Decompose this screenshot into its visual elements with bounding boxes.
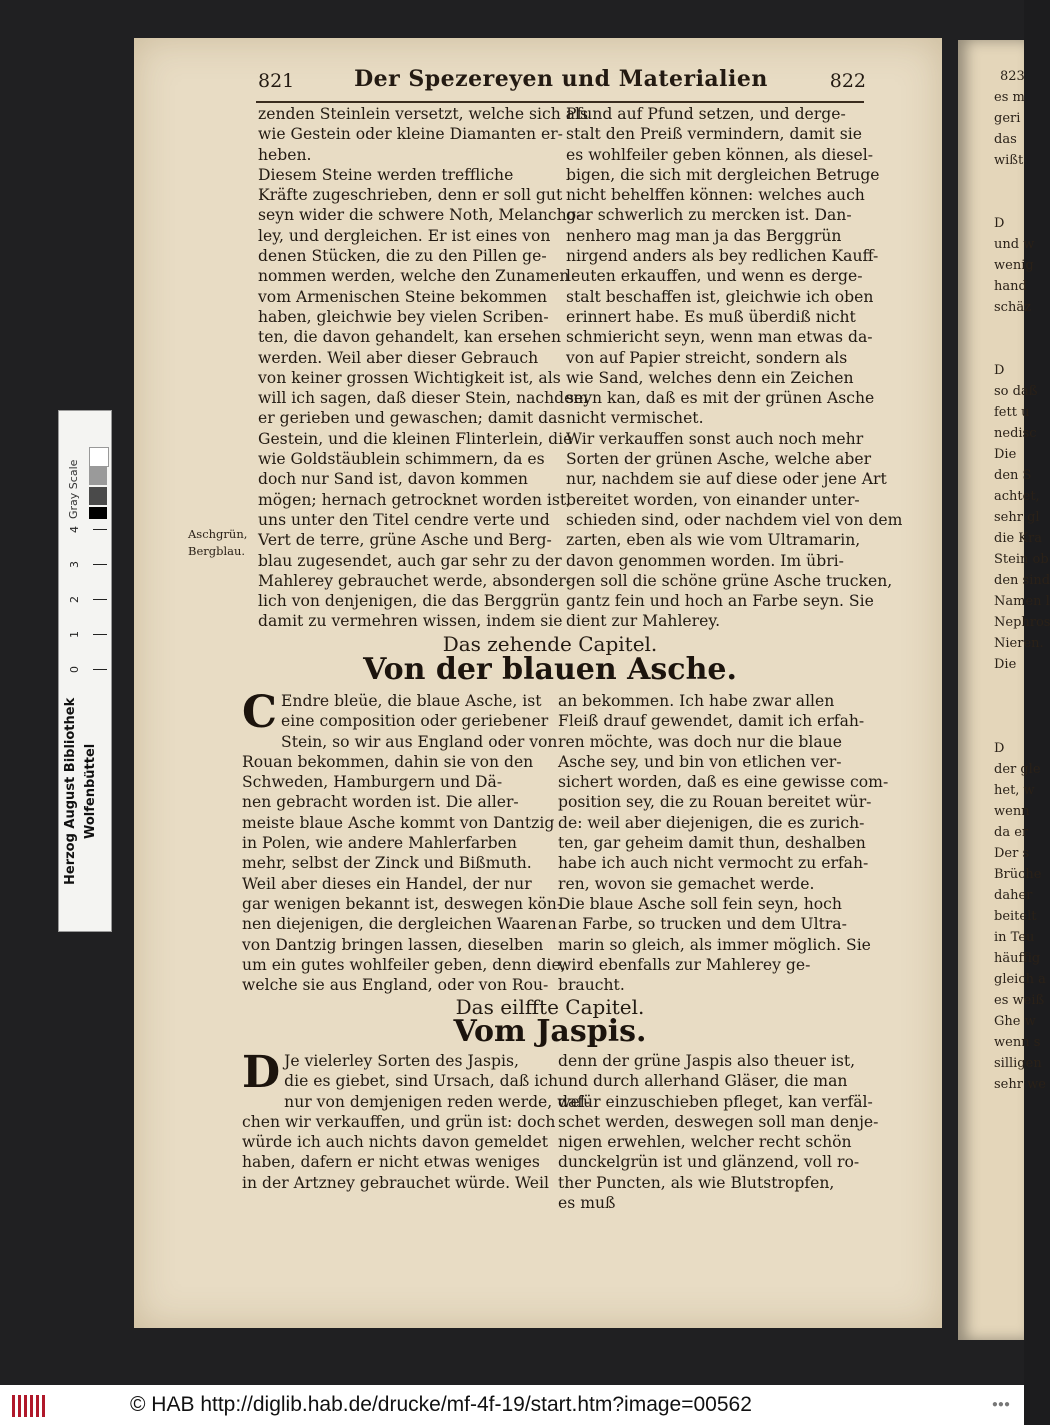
text-line: die es giebet, sind Ursach, daß ich: [284, 1072, 559, 1091]
text-column-bottom-right: [558, 1051, 879, 1213]
library-line-2: Wolfenbüttel: [83, 743, 98, 839]
text-line: habe ich auch nicht vermocht zu erfah-: [558, 854, 869, 873]
text-line: Sorten der grünen Asche, welche aber: [566, 450, 872, 469]
swatch-white: [89, 447, 109, 467]
text-line: uns unter den Titel cendre verte und: [258, 510, 550, 529]
text-line: von Dantzig bringen lassen, dieselben: [242, 935, 544, 954]
next-page-line: so daß: [994, 384, 1038, 399]
text-line: ley, und dergleichen. Er ist eines von: [258, 226, 551, 245]
text-line: Kräfte zugeschrieben, denn er soll gut: [258, 186, 563, 205]
text-line: an bekommen. Ich habe zwar allen: [558, 692, 835, 710]
library-name: [61, 661, 109, 921]
text-column-mid-left: [242, 687, 566, 995]
ruler-number: 2: [68, 596, 81, 603]
copyright-link[interactable]: © HAB http://diglib.hab.de/drucke/mf-4f-19/start.htm?image=00562: [130, 1393, 752, 1416]
next-page-line: Die: [994, 447, 1017, 462]
text-line: nicht behelffen können: welches auch: [566, 186, 865, 205]
text-line: dunckelgrün ist und glänzend, voll ro-: [558, 1153, 860, 1172]
next-page-line: [958, 717, 1024, 738]
gray-scale-ruler: [58, 410, 112, 932]
page-number-right: 822: [829, 70, 866, 92]
text-line: bigen, die sich mit dergleichen Betruge: [566, 165, 880, 184]
text-line: seyn kan, daß es mit der grünen Asche: [566, 389, 875, 408]
next-page-line: [958, 171, 1024, 192]
text-line: bereitet worden, von einander unter-: [566, 490, 860, 509]
text-line: schmiericht seyn, wenn man etwas da-: [566, 328, 873, 347]
text-column-top-right: [566, 104, 903, 632]
text-line: doch nur Sand ist, davon kommen: [258, 470, 528, 489]
text-line: von auf Papier streicht, sondern als: [566, 348, 848, 367]
text-line: nenhero mag man ja das Berggrün: [566, 226, 842, 245]
text-line: davon genommen worden. Im übri-: [566, 551, 844, 570]
text-line: um ein gutes wohlfeiler geben, denn die,: [242, 955, 566, 974]
text-line: nicht vermischet.: [566, 409, 704, 428]
text-line: ten, die davon gehandelt, kan ersehen: [258, 328, 562, 347]
next-page-edge: [958, 40, 1050, 1340]
next-page-line: den sind: [994, 573, 1050, 588]
text-column-bottom-left: [242, 1047, 591, 1193]
swatch-gray: [89, 467, 107, 485]
next-page-line: Nieren.: [994, 636, 1044, 651]
text-line: heben.: [258, 145, 312, 164]
text-column-top-left: [258, 104, 589, 632]
text-line: zenden Steinlein versetzt, welche sich als: [258, 105, 589, 123]
library-line-1: Herzog August Bibliothek: [63, 697, 78, 885]
text-line: nigen erwehlen, welcher recht schön: [558, 1133, 852, 1152]
text-line: denen Stücken, die zu den Pillen ge-: [258, 247, 547, 266]
text-line: Gestein, und die kleinen Flinterlein, die: [258, 429, 573, 448]
next-page-line: [958, 696, 1024, 717]
text-line: nur, nachdem sie auf diese oder jene Art: [566, 470, 887, 489]
text-line: in der Artzney gebrauchet würde. Weil: [242, 1173, 549, 1192]
ruler-number: 1: [68, 631, 81, 638]
viewer-controls-icon[interactable]: ●●●: [991, 1399, 1010, 1410]
footer-bar: [0, 1385, 1024, 1425]
text-line: von keiner grossen Wichtigkeit ist, als: [258, 368, 561, 387]
ruler-tick: [93, 599, 107, 600]
text-line: Die blaue Asche soll fein seyn, hoch: [558, 894, 842, 913]
text-line: Diesem Steine werden treffliche: [258, 165, 514, 184]
text-line: und durch allerhand Gläser, die man: [558, 1072, 848, 1091]
text-line: wie Sand, welches denn ein Zeichen: [566, 368, 854, 387]
text-line: in Polen, wie andere Mahlerfarben: [242, 834, 517, 853]
text-line: an Farbe, so trucken und dem Ultra-: [558, 915, 847, 934]
next-page-line: D: [994, 363, 1005, 378]
next-page-line: achtet,: [994, 489, 1040, 504]
text-line: Pfund auf Pfund setzen, und derge-: [566, 105, 846, 123]
gray-scale-label: Gray Scale: [67, 459, 80, 519]
text-line: Asche sey, und bin von etlichen ver-: [558, 752, 842, 771]
next-page-line: da er: [994, 825, 1029, 840]
next-page-line: Der s: [994, 846, 1030, 861]
margin-note-line: Aschgrün,: [188, 527, 248, 541]
next-page-line: D: [994, 741, 1005, 756]
text-line: würde ich auch nichts davon gemeldet: [242, 1133, 549, 1152]
text-line: Fleiß drauf gewendet, damit ich erfah-: [558, 712, 865, 731]
next-page-line: Namen l: [994, 594, 1050, 609]
text-line: marin so gleich, als immer möglich. Sie: [558, 935, 871, 954]
text-line: will ich sagen, daß dieser Stein, nachdem: [258, 389, 589, 408]
next-page-line: [958, 675, 1024, 696]
next-page-line: wenn s: [994, 1035, 1041, 1050]
next-page-line: wenig: [994, 258, 1034, 273]
next-page-line: häuffig: [994, 951, 1041, 966]
next-page-text: [958, 87, 1050, 1095]
text-line: seyn wider die schwere Noth, Melancho-: [258, 206, 582, 225]
running-title: Der Spezereyen und Materialien: [354, 66, 768, 92]
text-line: gen soll die schöne grüne Asche trucken,: [566, 571, 893, 590]
next-page-line: geri: [994, 111, 1021, 126]
text-line: de: weil aber diejenigen, die es zurich-: [558, 813, 865, 832]
next-page-line: es weiß: [994, 993, 1045, 1008]
drop-cap: C: [242, 687, 278, 738]
next-page-line: Die: [994, 657, 1017, 672]
text-line: ten, gar geheim damit thun, deshalben: [558, 834, 866, 853]
text-line: nur von demjenigen reden werde, wel-: [284, 1092, 591, 1111]
text-line: lich von denjenigen, die das Berggrün: [258, 592, 560, 611]
text-line: ren, wovon sie gemachet werde.: [558, 874, 815, 893]
chapter-number: Das zehende Capitel.: [442, 632, 658, 656]
text-line: haben, gleichwie bey vielen Scriben-: [258, 307, 549, 326]
page-number-left: 821: [258, 70, 295, 92]
ruler-number: 0: [68, 666, 81, 673]
text-line: Stein, so wir aus England oder von: [281, 732, 558, 751]
text-line: zarten, eben als wie vom Ultramarin,: [566, 531, 861, 550]
text-line: nen diejenigen, die dergleichen Waaren: [242, 915, 557, 934]
next-page-line: den S: [994, 468, 1032, 483]
page-header: [256, 66, 866, 98]
next-page-line: fett u: [994, 405, 1030, 420]
text-line: mögen; hernach getrocknet worden ist,: [258, 490, 572, 509]
next-page-line: die Kra: [994, 531, 1042, 546]
ruler-tick: [93, 529, 107, 530]
ruler-number: 3: [68, 561, 81, 568]
text-column-mid-right: [558, 691, 889, 995]
next-page-line: und w: [994, 237, 1035, 252]
text-line: Je vielerley Sorten des Jaspis,: [284, 1052, 519, 1070]
next-page-line: wißt: [994, 153, 1024, 168]
text-line: ren möchte, was doch nur die blaue: [558, 732, 842, 751]
ruler-tick: [93, 564, 107, 565]
text-line: eine composition oder geriebener: [281, 712, 549, 731]
next-page-line: in Teu: [994, 930, 1035, 945]
next-page-line: Stein ob: [994, 552, 1049, 567]
next-page-line: es m: [994, 90, 1025, 105]
ruler-number: 4: [68, 526, 81, 533]
text-line: chen wir verkauffen, und grün ist: doch: [242, 1112, 556, 1131]
text-line: gantz fein und hoch an Farbe seyn. Sie: [566, 592, 874, 611]
next-page-line: silligen: [994, 1056, 1042, 1071]
text-line: stalt den Preiß vermindern, damit sie: [566, 125, 862, 144]
next-page-line: [958, 192, 1024, 213]
margin-note: [188, 526, 254, 560]
text-line: wird ebenfalls zur Mahlerey ge-: [558, 955, 811, 974]
next-page-line: nedisc: [994, 426, 1037, 441]
text-line: braucht.: [558, 976, 625, 995]
next-page-line: beitelt: [994, 909, 1037, 924]
next-page-line: D: [994, 216, 1005, 231]
text-line: haben, dafern er nicht etwas weniges: [242, 1153, 540, 1172]
text-line: dient zur Mahlerey.: [566, 612, 721, 631]
text-line: es wohlfeiler geben können, als diesel-: [566, 145, 874, 164]
next-page-line: Brüche: [994, 867, 1042, 882]
next-page-line: [958, 339, 1024, 360]
next-page-line: das: [994, 132, 1017, 147]
text-line: Mahlerey gebrauchet werde, absonder-: [258, 571, 571, 590]
text-line: nirgend anders als bey redlichen Kauff-: [566, 247, 879, 266]
text-line: ther Puncten, als wie Blutstropfen,: [558, 1173, 835, 1192]
text-line: erinnert habe. Es muß überdiß nicht: [566, 307, 856, 326]
text-line: mehr, selbst der Zinck und Bißmuth.: [242, 854, 532, 873]
text-line: stalt beschaffen ist, gleichwie ich oben: [566, 287, 874, 306]
text-line: Endre bleüe, die blaue Asche, ist: [281, 692, 542, 710]
drop-cap: D: [242, 1047, 281, 1098]
chapter-title: Vom Jaspis.: [453, 1014, 647, 1049]
text-line: nommen werden, welche den Zunamen: [258, 267, 570, 286]
next-page-line: wenn: [994, 804, 1030, 819]
swatch-dark: [89, 487, 107, 505]
swatch-black: [89, 507, 107, 519]
text-line: vom Armenischen Steine bekommen: [258, 287, 547, 306]
text-line: Vert de terre, grüne Asche und Berg-: [258, 531, 552, 550]
chapter-title: Von der blauen Asche.: [363, 652, 737, 687]
text-line: damit zu vermehren wissen, indem sie: [258, 612, 563, 631]
text-line: meiste blaue Asche kommt von Dantzig: [242, 813, 555, 832]
next-page-line: sehr gl: [994, 510, 1040, 525]
hab-logo-icon: [10, 1393, 50, 1419]
text-line: denn der grüne Jaspis also theuer ist,: [558, 1052, 856, 1070]
text-line: es muß: [558, 1194, 616, 1213]
next-page-number: 823: [1000, 69, 1025, 84]
text-line: Wir verkauffen sonst auch noch mehr: [566, 429, 864, 448]
text-line: blau zugesendet, auch gar sehr zu der: [258, 551, 562, 570]
next-page-line: daher: [994, 888, 1033, 903]
next-page-line: sehr we: [994, 1077, 1046, 1092]
text-line: werden. Weil aber dieser Gebrauch: [258, 348, 539, 367]
next-page-line: Nephros: [994, 615, 1050, 630]
text-line: schieden sind, oder nachdem viel von dem: [566, 510, 903, 529]
text-line: gar schwerlich zu mercken ist. Dan-: [566, 206, 852, 225]
text-line: gar wenigen bekannt ist, deswegen kön-: [242, 894, 563, 913]
text-line: position sey, die zu Rouan bereitet wür-: [558, 793, 872, 812]
text-line: nen gebracht worden ist. Die aller-: [242, 793, 519, 812]
next-page-line: Ghe w: [994, 1014, 1036, 1029]
header-rule: [256, 101, 864, 103]
margin-note-line: Bergblau.: [188, 544, 246, 558]
next-page-line: [958, 318, 1024, 339]
text-line: leuten erkauffen, und wenn es derge-: [566, 267, 863, 286]
text-line: welche sie aus England, oder von Rou-: [242, 976, 549, 995]
text-line: wie Goldstäublein schimmern, da es: [258, 450, 545, 469]
text-line: Weil aber dieses ein Handel, der nur: [242, 874, 532, 893]
next-page-line: hand: [994, 279, 1027, 294]
next-page-line: gleich a: [994, 972, 1046, 987]
text-line: er gerieben und gewaschen; damit das: [258, 409, 566, 428]
next-page-line: der gle: [994, 762, 1041, 777]
text-line: sichert worden, daß es eine gewisse com-: [558, 773, 889, 792]
text-line: Schweden, Hamburgern und Dä-: [242, 773, 503, 792]
chapter-number: Das eilffte Capitel.: [455, 995, 645, 1019]
text-line: dafür einzuschieben pfleget, kan verfäl-: [558, 1092, 873, 1111]
text-line: wie Gestein oder kleine Diamanten er-: [258, 125, 563, 144]
text-line: schet werden, deswegen soll man denje-: [558, 1112, 879, 1131]
ruler-tick: [93, 634, 107, 635]
text-line: Rouan bekommen, dahin sie von den: [242, 752, 534, 771]
next-page-line: schäz: [994, 300, 1031, 315]
next-page-line: het, w: [994, 783, 1035, 798]
